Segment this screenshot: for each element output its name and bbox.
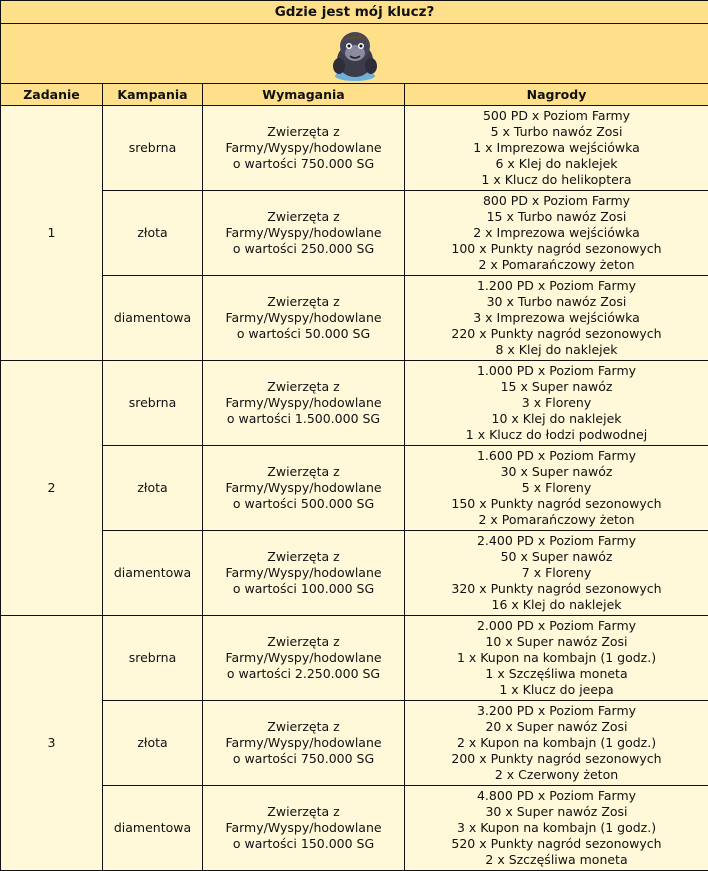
- table-row: [1, 106, 708, 191]
- reward-line: 30 x Super nawóz: [500, 464, 613, 479]
- requirement-line: o wartości 2.250.000 SG: [226, 666, 381, 681]
- requirement-line: Zwierzęta z: [267, 209, 340, 224]
- requirement-line: Farmy/Wyspy/hodowlane: [225, 395, 382, 410]
- table-row: [1, 701, 708, 786]
- requirement-line: o wartości 500.000 SG: [232, 496, 375, 511]
- reward-line: 2 x Imprezowa wejściówka: [473, 225, 640, 240]
- reward-line: 1 x Klucz do helikoptera: [481, 172, 632, 187]
- requirement-line: Zwierzęta z: [267, 719, 340, 734]
- reward-line: 7 x Floreny: [521, 565, 592, 580]
- campaign-name: diamentowa: [103, 786, 203, 871]
- reward-line: 30 x Super nawóz Zosi: [485, 804, 628, 819]
- reward-line: 2 x Kupon na kombajn (1 godz.): [456, 735, 657, 750]
- table-row: [1, 531, 708, 616]
- title-row: [1, 1, 708, 24]
- campaign-name: srebrna: [103, 106, 203, 191]
- table-row: [1, 616, 708, 701]
- reward-line: 2 x Pomarańczowy żeton: [478, 257, 635, 272]
- requirement-line: Farmy/Wyspy/hodowlane: [225, 820, 382, 835]
- requirement-line: Farmy/Wyspy/hodowlane: [225, 650, 382, 665]
- table-row: [1, 446, 708, 531]
- reward-line: 3 x Kupon na kombajn (1 godz.): [456, 820, 657, 835]
- reward-line: 1 x Szczęśliwa moneta: [485, 666, 628, 681]
- reward-line: 5 x Floreny: [521, 480, 592, 495]
- requirement-line: Zwierzęta z: [267, 804, 340, 819]
- requirement-cell: [203, 701, 405, 786]
- reward-line: 1.000 PD x Poziom Farmy: [476, 363, 637, 378]
- requirement-line: Farmy/Wyspy/hodowlane: [225, 565, 382, 580]
- page-title: Gdzie jest mój klucz?: [1, 1, 708, 24]
- requirement-cell: [203, 786, 405, 871]
- rewards-cell: [405, 446, 708, 531]
- reward-line: 3 x Imprezowa wejściówka: [473, 310, 640, 325]
- requirement-line: o wartości 100.000 SG: [232, 581, 375, 596]
- campaign-name: srebrna: [103, 616, 203, 701]
- reward-line: 10 x Klej do naklejek: [491, 411, 622, 426]
- task-number: 1: [1, 106, 103, 361]
- reward-line: 520 x Punkty nagród sezonowych: [451, 836, 662, 851]
- campaign-name: srebrna: [103, 361, 203, 446]
- campaign-name: złota: [103, 701, 203, 786]
- reward-line: 2 x Pomarańczowy żeton: [478, 512, 635, 527]
- requirement-line: o wartości 250.000 SG: [232, 241, 375, 256]
- header-requirements: Wymagania: [203, 84, 405, 106]
- requirement-line: Farmy/Wyspy/hodowlane: [225, 310, 382, 325]
- reward-line: 2 x Czerwony żeton: [494, 767, 619, 782]
- reward-line: 2 x Szczęśliwa moneta: [485, 852, 628, 867]
- reward-line: 10 x Super nawóz Zosi: [485, 634, 628, 649]
- reward-line: 16 x Klej do naklejek: [491, 597, 622, 612]
- requirement-line: Farmy/Wyspy/hodowlane: [225, 140, 382, 155]
- reward-line: 1 x Kupon na kombajn (1 godz.): [456, 650, 657, 665]
- requirement-cell: [203, 361, 405, 446]
- reward-line: 1.200 PD x Poziom Farmy: [476, 278, 637, 293]
- campaign-name: złota: [103, 191, 203, 276]
- task-number: 2: [1, 361, 103, 616]
- requirement-cell: [203, 531, 405, 616]
- requirement-cell: [203, 191, 405, 276]
- task-number: 3: [1, 616, 103, 871]
- requirement-line: Farmy/Wyspy/hodowlane: [225, 225, 382, 240]
- table-row: [1, 361, 708, 446]
- requirement-line: Zwierzęta z: [267, 294, 340, 309]
- requirement-line: Zwierzęta z: [267, 549, 340, 564]
- reward-line: 30 x Turbo nawóz Zosi: [486, 294, 627, 309]
- requirement-line: Zwierzęta z: [267, 634, 340, 649]
- rewards-cell: [405, 276, 708, 361]
- reward-line: 2.400 PD x Poziom Farmy: [476, 533, 637, 548]
- reward-line: 800 PD x Poziom Farmy: [482, 193, 631, 208]
- reward-line: 4.800 PD x Poziom Farmy: [476, 788, 637, 803]
- table-row: [1, 191, 708, 276]
- reward-line: 3.200 PD x Poziom Farmy: [476, 703, 637, 718]
- reward-line: 1 x Klucz do jeepa: [499, 682, 614, 697]
- campaign-name: diamentowa: [103, 531, 203, 616]
- requirement-line: Farmy/Wyspy/hodowlane: [225, 480, 382, 495]
- reward-line: 6 x Klej do naklejek: [495, 156, 618, 171]
- requirement-cell: [203, 616, 405, 701]
- reward-line: 15 x Super nawóz: [500, 379, 613, 394]
- requirement-cell: [203, 276, 405, 361]
- requirement-line: o wartości 50.000 SG: [236, 326, 371, 341]
- reward-line: 220 x Punkty nagród sezonowych: [451, 326, 662, 341]
- rewards-cell: [405, 361, 708, 446]
- header-row: [1, 84, 708, 106]
- banner-cell: [1, 24, 708, 84]
- reward-line: 50 x Super nawóz: [500, 549, 613, 564]
- table-row: [1, 276, 708, 361]
- requirement-cell: [203, 446, 405, 531]
- requirement-line: o wartości 1.500.000 SG: [226, 411, 381, 426]
- requirement-line: Farmy/Wyspy/hodowlane: [225, 735, 382, 750]
- gorilla-mascot-icon: [327, 26, 383, 82]
- reward-line: 20 x Super nawóz Zosi: [485, 719, 628, 734]
- header-campaign: Kampania: [103, 84, 203, 106]
- campaign-name: diamentowa: [103, 276, 203, 361]
- reward-line: 100 x Punkty nagród sezonowych: [451, 241, 662, 256]
- requirement-line: o wartości 750.000 SG: [232, 156, 375, 171]
- rewards-cell: [405, 106, 708, 191]
- reward-line: 1.600 PD x Poziom Farmy: [476, 448, 637, 463]
- banner-row: [1, 24, 708, 84]
- campaign-name: złota: [103, 446, 203, 531]
- rewards-cell: [405, 701, 708, 786]
- reward-line: 150 x Punkty nagród sezonowych: [451, 496, 662, 511]
- reward-line: 15 x Turbo nawóz Zosi: [486, 209, 627, 224]
- requirement-line: o wartości 750.000 SG: [232, 751, 375, 766]
- reward-line: 5 x Turbo nawóz Zosi: [490, 124, 623, 139]
- requirement-line: o wartości 150.000 SG: [232, 836, 375, 851]
- requirement-cell: [203, 106, 405, 191]
- table-row: [1, 786, 708, 871]
- reward-line: 320 x Punkty nagród sezonowych: [451, 581, 662, 596]
- reward-line: 8 x Klej do naklejek: [495, 342, 618, 357]
- reward-line: 2.000 PD x Poziom Farmy: [476, 618, 637, 633]
- header-task: Zadanie: [1, 84, 103, 106]
- rewards-cell: [405, 616, 708, 701]
- rewards-cell: [405, 786, 708, 871]
- rewards-cell: [405, 191, 708, 276]
- rewards-cell: [405, 531, 708, 616]
- requirement-line: Zwierzęta z: [267, 124, 340, 139]
- reward-line: 1 x Imprezowa wejściówka: [473, 140, 640, 155]
- reward-line: 200 x Punkty nagród sezonowych: [451, 751, 662, 766]
- header-rewards: Nagrody: [405, 84, 708, 106]
- reward-line: 1 x Klucz do łodzi podwodnej: [465, 427, 648, 442]
- requirement-line: Zwierzęta z: [267, 379, 340, 394]
- requirement-line: Zwierzęta z: [267, 464, 340, 479]
- reward-line: 500 PD x Poziom Farmy: [482, 108, 631, 123]
- reward-line: 3 x Floreny: [521, 395, 592, 410]
